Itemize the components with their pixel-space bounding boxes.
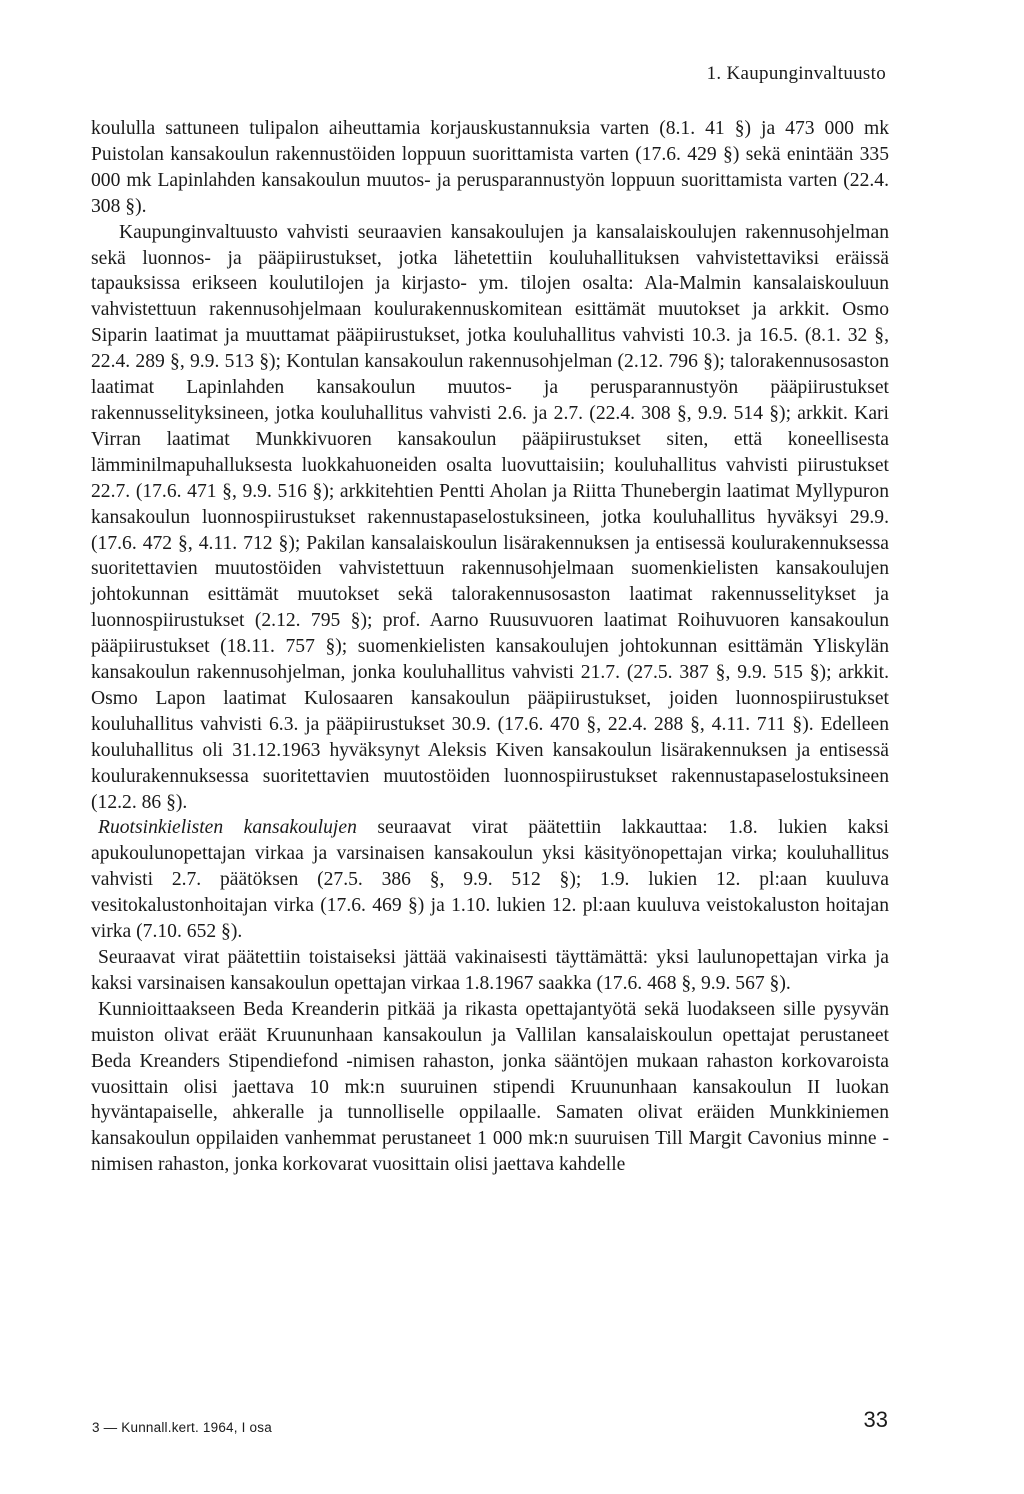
running-header: 1. Kaupunginvaltuusto <box>706 63 886 84</box>
paragraph-1 <box>91 116 889 220</box>
paragraph-3 <box>91 815 889 945</box>
page-number: 33 <box>863 1407 888 1432</box>
paragraph-4 <box>91 945 889 997</box>
paragraph-3-italic-lead: Ruotsinkielisten kansakoulujen <box>98 817 357 839</box>
paragraph-5 <box>91 997 889 1178</box>
paragraph-3-text: seuraavat virat päätettiin lakkauttaa: 1.8. lukien kaksi apukoulunopettajan virkaa ja varsinaisen kansakoulun yksi käsityönopettajan virka; kouluhallitus vahvisti 2.7. päätöksen (27.5. 386 §, 9.9. 512 §); 1.9. lukien 12. pl:aan kuuluva vesitokalustonhoitajan virka (17.6. 469 §) ja 1.10. lukien 12. pl:aan kuuluva veistokaluston hoitajan virka (7.10. 652 §). <box>91 817 889 943</box>
paragraph-5-text: Kunnioittaakseen Beda Kreanderin pitkää ja rikasta opettajantyötä sekä luodakseen sille pysyvän muiston olivat eräät Kruununhaan kansakoulun ja Vallilan kansalaiskoulun opettajat perustaneet Beda Kreanders Stipendiefond -nimisen rahaston, jonka sääntöjen mukaan rahaston korkovaroista vuosittain olisi jaettava 10 mk:n suuruinen stipendi Kruununhaan kansakoulun II luokan hyväntapaiselle, ahkeralle ja tunnolliselle oppilaalle. Samaten olivat eräiden Munkkiniemen kansakoulun oppilaiden vanhemmat perustaneet 1 000 mk:n suuruisen Till Margit Cavonius minne -nimisen rahaston, jonka korkovarat vuosittain olisi jaettava kahdelle <box>91 998 889 1176</box>
paragraph-1-text: koululla sattuneen tulipalon aiheuttamia korjauskustannuksia varten (8.1. 41 §) ja 473 000 mk Puistolan kansakoulun rakennustöiden loppuun suorittamista varten (17.6. 429 §) sekä enintään 335 000 mk Lapinlahden kansakoulun muutos- ja perusparannustyön loppuun suorittamista varten (22.4. 308 §). <box>91 118 889 217</box>
paragraph-2 <box>91 220 889 816</box>
body-text <box>91 116 889 1178</box>
paragraph-2-text: Kaupunginvaltuusto vahvisti seuraavien kansakoulujen ja kansalaiskoulujen rakennusohjelman sekä luonnos- ja pääpiirustukset, jotka lähetettiin kouluhallituksen vahvistettaviksi eräissä tapauksissa erikseen koulutilojen ja kirjasto- ym. tilojen osalta: Ala-Malmin kansalaiskouluun vahvistettuun rakennusohjelmaan koulurakennuskomitean esittämät muutokset ja arkkit. Osmo Siparin laatimat ja muuttamat pääpiirustukset, jotka kouluhallitus vahvisti 10.3. ja 16.5. (8.1. 32 §, 22.4. 289 §, 9.9. 513 §); Kontulan kansakoulun rakennusohjelman (2.12. 796 §); talorakennusosaston laatimat Lapinlahden kansakoulun muutos- ja perusparannustyön pääpiirustukset rakennusselityksineen, jotka kouluhallitus vahvisti 2.6. ja 2.7. (22.4. 308 §, 9.9. 514 §); arkkit. Kari Virran laatimat Munkkivuoren kansakoulun pääpiirustukset siten, että koneellisesta lämminilmapuhalluksesta luokkahuoneiden osalta luovuttaisiin; kouluhallitus vahvisti piirustukset 22.7. (17.6. 471 §, 9.9. 516 §); arkkitehtien Pentti Aholan ja Riitta Thunebergin laatimat Myllypuron kansakoulun luonnospiirustukset rakennustapaselostuksineen, jotka kouluhallitus hyväksyi 29.9. (17.6. 472 §, 4.11. 712 §); Pakilan kansalaiskoulun lisärakennuksen ja entisessä koulurakennuksessa suoritettavien muutostöiden vahvistettuun rakennusohjelmaan suomenkielisten kansakoulujen johtokunnan esittämät muutokset sekä talorakennusosaston laatimat rakennusselitykset ja luonnospiirustukset (2.12. 795 §); prof. Aarno Ruusuvuoren laatimat Roihuvuoren kansakoulun pääpiirustukset (18.11. 757 §); suomenkielisten kansakoulujen johtokunnan esittämän Yliskylän kansakoulun rakennusohjelman, jonka kouluhallitus vahvisti 21.7. (27.5. 387 §, 9.9. 515 §); arkkit. Osmo Lapon laatimat Kulosaaren kansakoulun pääpiirustukset, joiden luonnospiirustukset kouluhallitus vahvisti 6.3. ja pääpiirustukset 30.9. (17.6. 470 §, 22.4. 288 §, 4.11. 711 §). Edelleen kouluhallitus oli 31.12.1963 hyväksynyt Aleksis Kiven kansakoulun lisärakennuksen ja entisessä koulurakennuksessa suoritettavien muutostöiden luonnospiirustukset rakennustapaselostuksineen (12.2. 86 §). <box>91 221 889 813</box>
printer-signature: 3 — Kunnall.kert. 1964, I osa <box>92 1420 272 1435</box>
paragraph-4-text: Seuraavat virat päätettiin toistaiseksi jättää vakinaisesti täyttämättä: yksi laulunopettajan virka ja kaksi varsinaisen kansakoulun opettajan virkaa 1.8.1967 saakka (17.6. 468 §, 9.9. 567 §). <box>91 947 889 994</box>
